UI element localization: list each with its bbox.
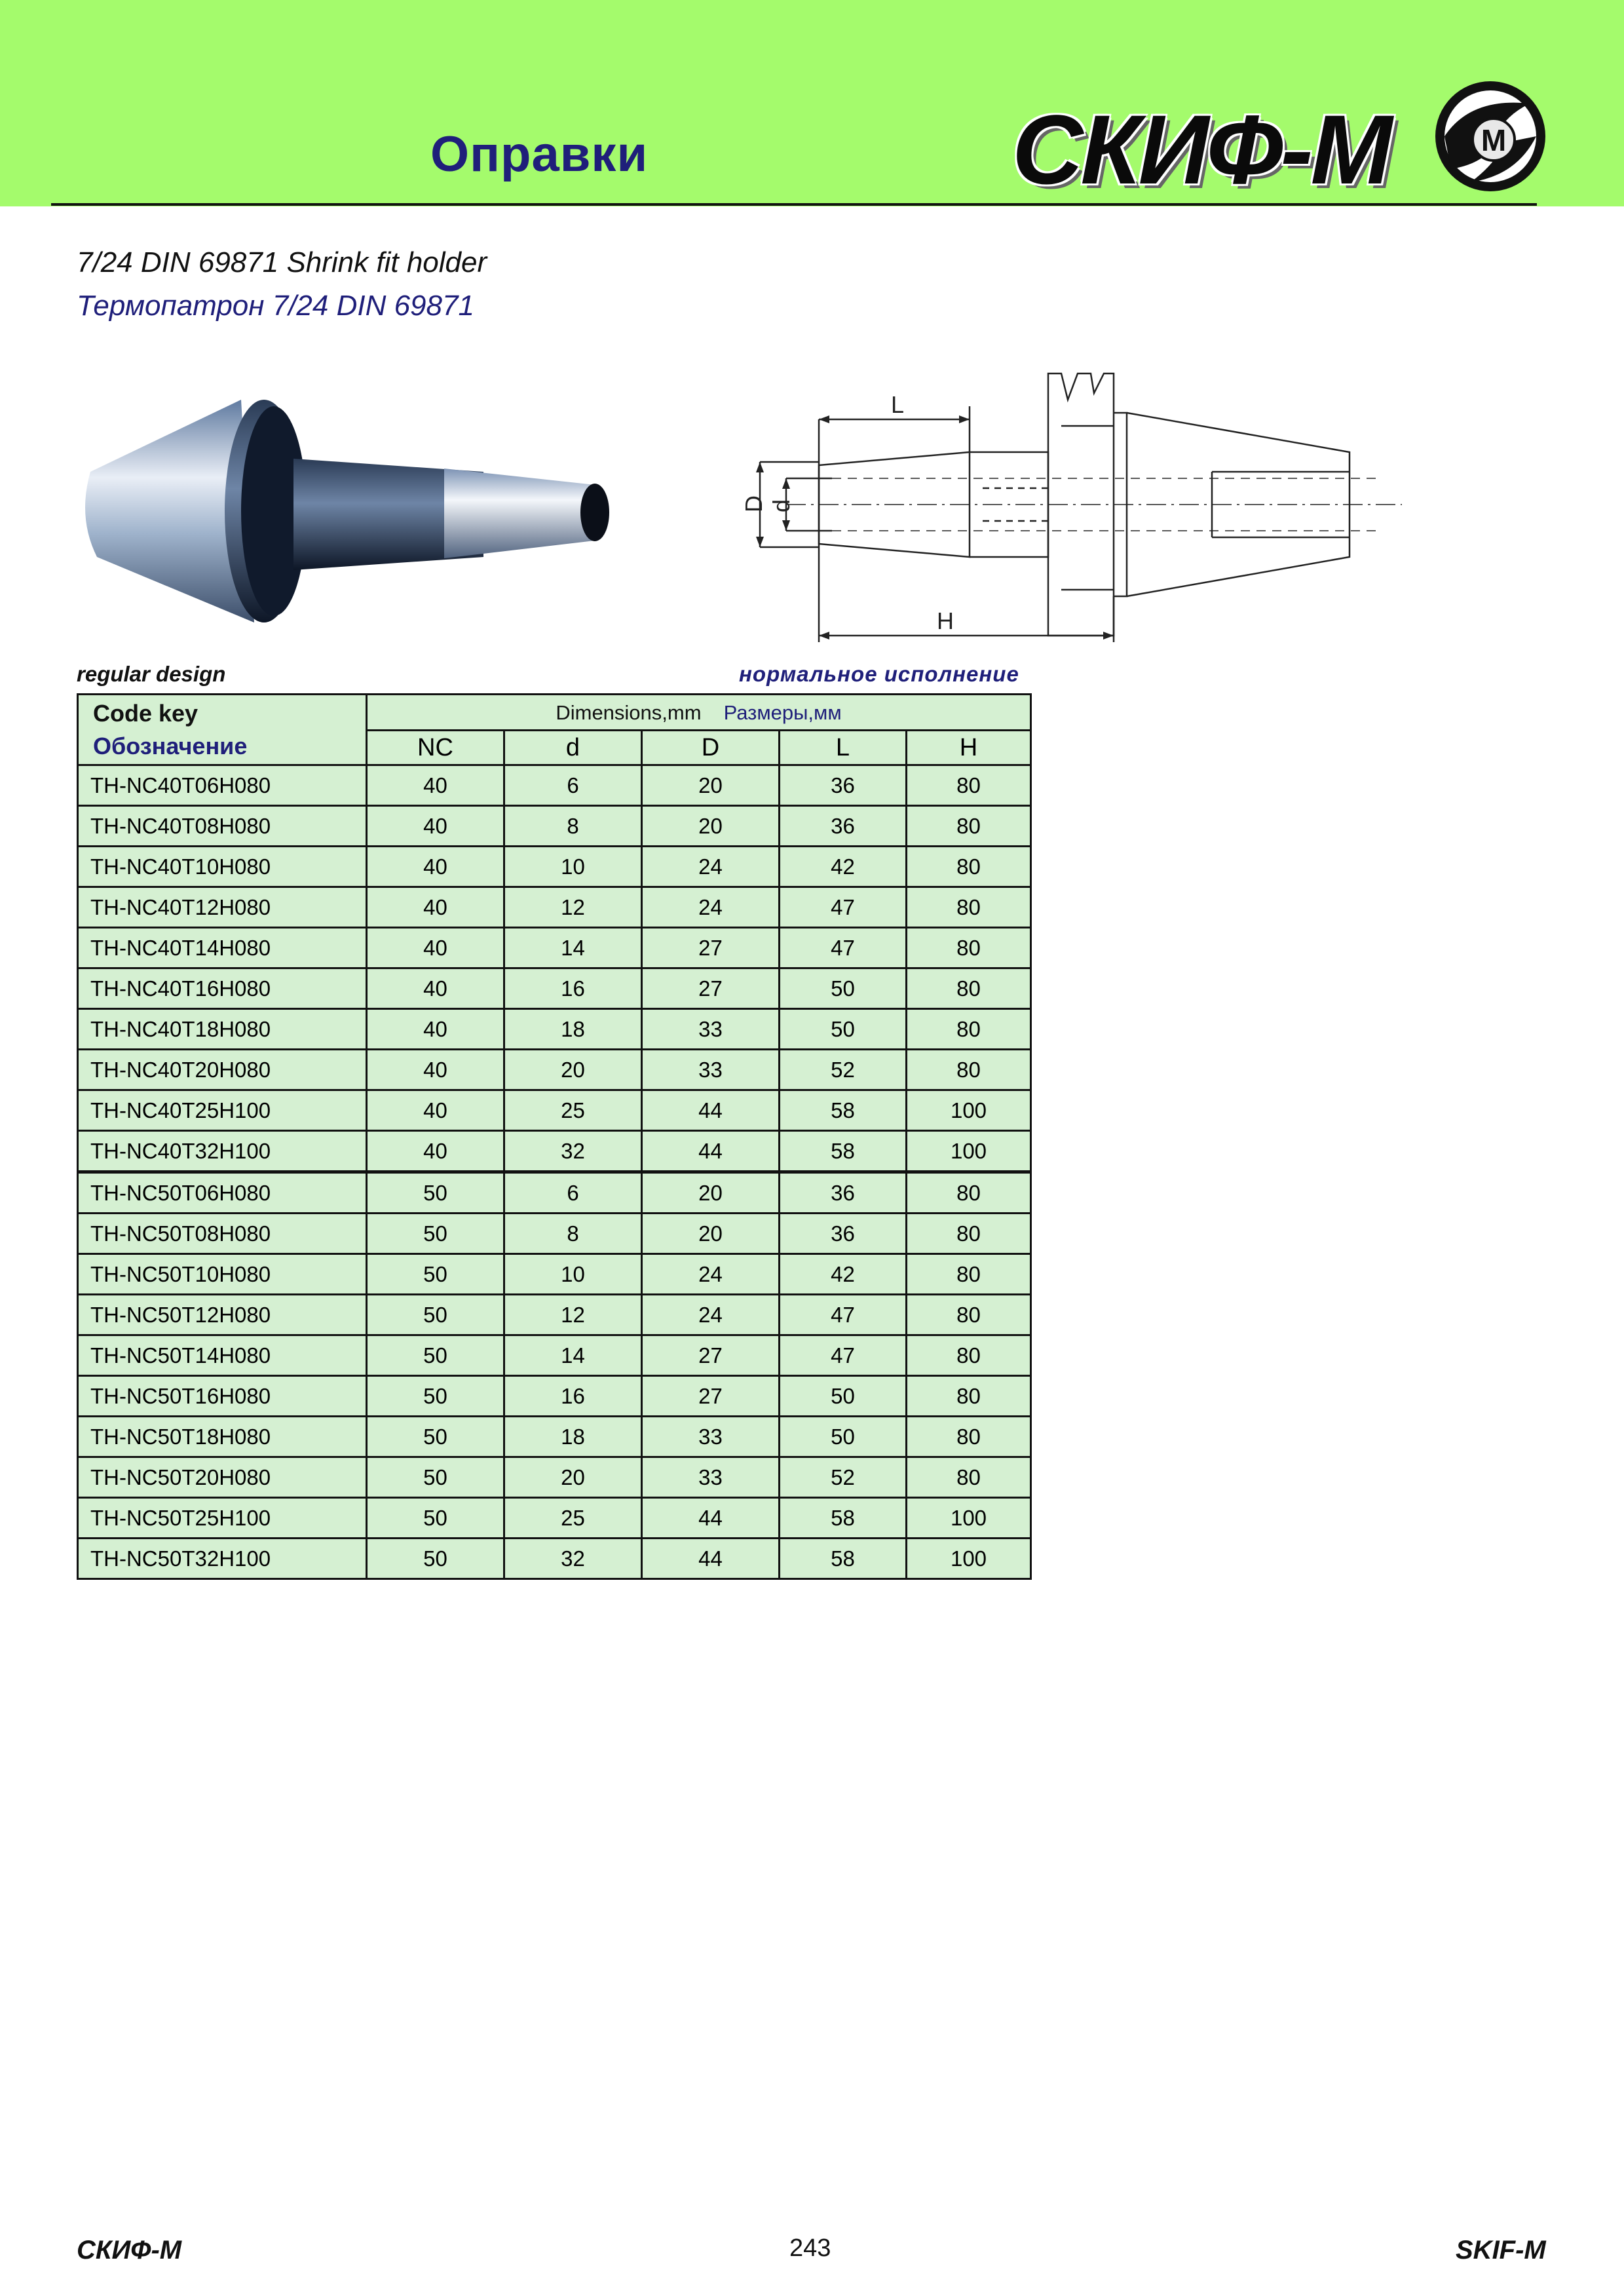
cell-code: TH-NC40T12H080: [78, 887, 367, 928]
cell-d: 12: [504, 1295, 642, 1335]
cell-l: 58: [780, 1498, 907, 1539]
cell-d: 8: [504, 1214, 642, 1254]
cell-nc: 40: [367, 1090, 504, 1131]
cell-h: 80: [907, 806, 1031, 847]
cell-code: TH-NC50T32H100: [78, 1539, 367, 1579]
cell-nc: 50: [367, 1376, 504, 1417]
cell-l: 58: [780, 1090, 907, 1131]
cell-d: 33: [642, 1417, 780, 1457]
cell-code: TH-NC50T10H080: [78, 1254, 367, 1295]
cell-d: 25: [504, 1498, 642, 1539]
cell-h: 80: [907, 928, 1031, 968]
logo-emblem-letter: M: [1481, 123, 1507, 157]
cell-d: 20: [642, 806, 780, 847]
cell-l: 36: [780, 1214, 907, 1254]
dimensions-label-ru: Размеры,мм: [723, 701, 842, 724]
cell-nc: 40: [367, 847, 504, 887]
drawing-label-H: H: [937, 607, 954, 634]
cell-h: 100: [907, 1131, 1031, 1172]
cell-nc: 50: [367, 1295, 504, 1335]
cell-nc: 40: [367, 1050, 504, 1090]
cell-d: 14: [504, 928, 642, 968]
cell-nc: 50: [367, 1335, 504, 1376]
cell-l: 47: [780, 1335, 907, 1376]
cell-d: 44: [642, 1131, 780, 1172]
cell-d: 14: [504, 1335, 642, 1376]
table-row: [78, 1009, 1031, 1050]
cell-nc: 40: [367, 968, 504, 1009]
cell-l: 52: [780, 1457, 907, 1498]
cell-l: 50: [780, 1376, 907, 1417]
cell-d: 20: [642, 765, 780, 806]
cell-d: 8: [504, 806, 642, 847]
table-row: [78, 1295, 1031, 1335]
cell-l: 58: [780, 1539, 907, 1579]
cell-d: 18: [504, 1417, 642, 1457]
cell-d: 6: [504, 765, 642, 806]
cell-code: TH-NC40T08H080: [78, 806, 367, 847]
cell-d: 32: [504, 1131, 642, 1172]
cell-l: 36: [780, 806, 907, 847]
cell-d: 33: [642, 1457, 780, 1498]
table-row: [78, 1457, 1031, 1498]
cell-code: TH-NC40T10H080: [78, 847, 367, 887]
column-header-l: L: [780, 731, 907, 765]
cell-h: 100: [907, 1498, 1031, 1539]
table-row: [78, 887, 1031, 928]
cell-h: 80: [907, 968, 1031, 1009]
cell-nc: 50: [367, 1539, 504, 1579]
cell-l: 50: [780, 1417, 907, 1457]
cell-nc: 40: [367, 887, 504, 928]
cell-h: 80: [907, 1376, 1031, 1417]
cell-nc: 50: [367, 1417, 504, 1457]
cell-d: 16: [504, 1376, 642, 1417]
cell-d: 20: [504, 1050, 642, 1090]
table-row: [78, 806, 1031, 847]
technical-drawing: [721, 354, 1448, 649]
cell-nc: 50: [367, 1498, 504, 1539]
cell-code: TH-NC50T16H080: [78, 1376, 367, 1417]
cell-nc: 40: [367, 1009, 504, 1050]
cell-l: 50: [780, 968, 907, 1009]
dimensions-label-en: Dimensions,mm: [556, 701, 702, 724]
column-header-nc: NC: [367, 731, 504, 765]
cell-nc: 40: [367, 806, 504, 847]
cell-d: 27: [642, 968, 780, 1009]
cell-nc: 40: [367, 765, 504, 806]
cell-d: 33: [642, 1009, 780, 1050]
cell-h: 80: [907, 1172, 1031, 1214]
cell-code: TH-NC40T18H080: [78, 1009, 367, 1050]
cell-h: 80: [907, 1254, 1031, 1295]
cell-l: 47: [780, 928, 907, 968]
cell-h: 80: [907, 1335, 1031, 1376]
cell-h: 100: [907, 1539, 1031, 1579]
cell-code: TH-NC50T25H100: [78, 1498, 367, 1539]
cell-d: 18: [504, 1009, 642, 1050]
cell-d: 27: [642, 1335, 780, 1376]
cell-h: 80: [907, 1417, 1031, 1457]
cell-d: 24: [642, 1254, 780, 1295]
table-row: [78, 1539, 1031, 1579]
cell-l: 58: [780, 1131, 907, 1172]
cell-h: 80: [907, 1214, 1031, 1254]
page-title: Оправки: [430, 126, 649, 182]
cell-h: 80: [907, 887, 1031, 928]
cell-nc: 50: [367, 1172, 504, 1214]
table-row: [78, 1335, 1031, 1376]
cell-h: 80: [907, 1050, 1031, 1090]
cell-l: 52: [780, 1050, 907, 1090]
cell-h: 80: [907, 1457, 1031, 1498]
drawing-label-L: L: [891, 391, 905, 418]
cell-d: 10: [504, 1254, 642, 1295]
table-row: [78, 1090, 1031, 1131]
table-header-row: [78, 695, 1031, 731]
cell-d: 44: [642, 1498, 780, 1539]
drawing-label-D: D: [740, 495, 767, 512]
code-key-label-en: Code key: [93, 699, 198, 727]
cell-d: 24: [642, 887, 780, 928]
cell-d: 27: [642, 928, 780, 968]
cell-nc: 50: [367, 1254, 504, 1295]
page-number: 243: [789, 2234, 831, 2262]
cell-nc: 40: [367, 1131, 504, 1172]
cell-l: 42: [780, 1254, 907, 1295]
footer-brand-ru: СКИФ-М: [77, 2236, 182, 2265]
caption-normal-version: нормальное исполнение: [739, 662, 1019, 686]
cell-d: 24: [642, 1295, 780, 1335]
cell-d: 20: [642, 1172, 780, 1214]
cell-h: 80: [907, 847, 1031, 887]
table-row: [78, 765, 1031, 806]
table-row: [78, 1131, 1031, 1172]
cell-d: 24: [642, 847, 780, 887]
cell-code: TH-NC50T20H080: [78, 1457, 367, 1498]
logo-emblem-icon: [1431, 77, 1549, 195]
cell-l: 36: [780, 765, 907, 806]
table-row: [78, 1376, 1031, 1417]
cell-h: 80: [907, 765, 1031, 806]
cell-d: 20: [642, 1214, 780, 1254]
code-key-label-ru: Обозначение: [93, 732, 248, 759]
logo-text: СКИФ-М: [1012, 94, 1390, 204]
cell-code: TH-NC40T32H100: [78, 1131, 367, 1172]
cell-d: 44: [642, 1539, 780, 1579]
column-header-d-small: d: [504, 731, 642, 765]
cell-h: 80: [907, 1295, 1031, 1335]
table-row: [78, 1498, 1031, 1539]
column-header-h: H: [907, 731, 1031, 765]
product-photo: [77, 387, 621, 636]
table-row: [78, 928, 1031, 968]
cell-code: TH-NC40T14H080: [78, 928, 367, 968]
cell-h: 100: [907, 1090, 1031, 1131]
subtitle-russian: Термопатрон 7/24 DIN 69871: [77, 290, 474, 322]
cell-nc: 40: [367, 928, 504, 968]
table-row: [78, 1214, 1031, 1254]
cell-h: 80: [907, 1009, 1031, 1050]
table-row: [78, 1050, 1031, 1090]
specification-table: [77, 693, 1032, 1580]
cell-nc: 50: [367, 1457, 504, 1498]
code-key-header: [78, 695, 367, 765]
cell-code: TH-NC50T12H080: [78, 1295, 367, 1335]
caption-regular-design: regular design: [77, 662, 226, 686]
cell-l: 47: [780, 887, 907, 928]
footer-brand-en: SKIF-M: [1456, 2236, 1546, 2265]
table-row: [78, 968, 1031, 1009]
cell-d: 16: [504, 968, 642, 1009]
table-row: [78, 1254, 1031, 1295]
cell-code: TH-NC50T18H080: [78, 1417, 367, 1457]
cell-code: TH-NC40T25H100: [78, 1090, 367, 1131]
cell-l: 36: [780, 1172, 907, 1214]
cell-l: 47: [780, 1295, 907, 1335]
cell-d: 44: [642, 1090, 780, 1131]
table-row: [78, 847, 1031, 887]
cell-d: 10: [504, 847, 642, 887]
cell-code: TH-NC40T20H080: [78, 1050, 367, 1090]
cell-nc: 50: [367, 1214, 504, 1254]
column-header-d-large: D: [642, 731, 780, 765]
cell-d: 32: [504, 1539, 642, 1579]
cell-l: 50: [780, 1009, 907, 1050]
cell-d: 25: [504, 1090, 642, 1131]
subtitle-english: 7/24 DIN 69871 Shrink fit holder: [77, 246, 487, 278]
cell-code: TH-NC50T08H080: [78, 1214, 367, 1254]
cell-d: 27: [642, 1376, 780, 1417]
dimensions-header: [367, 695, 1031, 731]
cell-code: TH-NC40T06H080: [78, 765, 367, 806]
company-logo: [1012, 77, 1543, 202]
table-row: [78, 1172, 1031, 1214]
cell-d: 6: [504, 1172, 642, 1214]
drawing-label-d: d: [768, 499, 795, 512]
cell-code: TH-NC50T06H080: [78, 1172, 367, 1214]
cell-code: TH-NC50T14H080: [78, 1335, 367, 1376]
cell-d: 20: [504, 1457, 642, 1498]
cell-code: TH-NC40T16H080: [78, 968, 367, 1009]
cell-l: 42: [780, 847, 907, 887]
table-row: [78, 1417, 1031, 1457]
cell-d: 33: [642, 1050, 780, 1090]
cell-d: 12: [504, 887, 642, 928]
